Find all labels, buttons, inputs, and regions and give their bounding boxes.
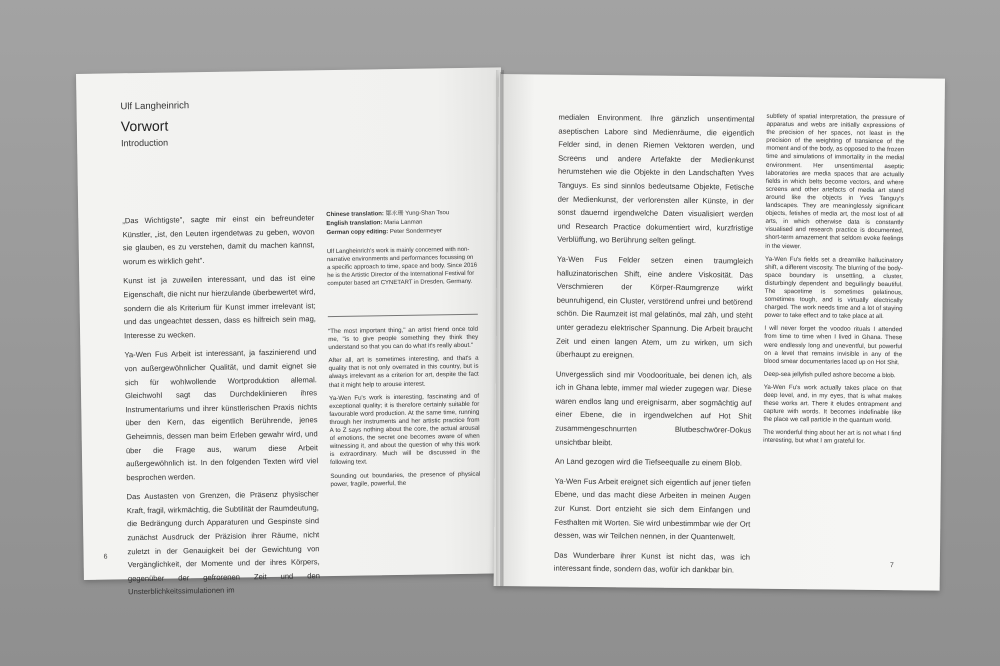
left-page [76, 67, 509, 597]
paragraph: Ya-Wen Fu's work is interesting, fascinating and of exceptional quality; it is therefore certainly suitable for favourable word production. At the same time, running through her instruments and her artistic practice from A to Z says nothing about the core, the actual arousal of emotions, the secret one becomes aware of when witnessing it, and about the question of why this work is extraordinary. Much will be discussed in the following text. [329, 392, 481, 467]
page-number: 7 [889, 562, 894, 570]
paragraph: Ya-Wen Fus Felder setzen einen traumgleich halluzinatorischen Shift, eine andere Viskosität. Das Verschmieren der Körper-Raumgrenze wirkt beunruhigend, ein Cluster, verstörend unfrei und betörend schön. Die Raumzeit ist mal gelatinös, mal zäh, und steht unter geradezu elektrischer Spannung. Die Arbeit braucht Zeit und einen langen Atem, um zu wirken, um sich überhaupt zu ereignen. [556, 254, 754, 360]
paragraph: I will never forget the voodoo rituals I attended from time to time when I lived in Ghana. These were endlessly long and uneventful, but powerful on a level that remains invisible in any of the blood smear documentaries laced up on Hot Shit. [763, 325, 903, 366]
chapter-header [120, 100, 189, 148]
credit-line: English translation: Maria Lanman [326, 219, 423, 228]
paragraph: Ya-Wen Fus Arbeit ereignet sich eigentlich auf jener tiefen Ebene, und das macht diese Arbeiten in meinen Augen zur Kunst. Dort entzieht sie sich dem Einfangen und Festhalten mit Worten. Sie wird unbestimmbar wie der Ort dessen, was wir Teilchen nennen, in der Quantenwelt. [554, 476, 751, 542]
paragraph: Das Wunderbare ihrer Kunst ist nicht das, was ich interessant finde, sondern das, wofür ich dankbar bin. [553, 550, 751, 575]
paragraph: The wonderful thing about her art is not what I find interesting, but what I am grateful for. [763, 429, 902, 446]
author-bio: Ulf Langheinrich's work is mainly concerned with non-narrative environments and performances focussing on a specific approach to time, space and body. Since 2016 he is the Artistic Director of the International Festival for computer based art CYNETART in Dresden, Germany. [326, 246, 478, 288]
paragraph: Ya-Wen Fu's fields set a dreamlike hallucinatory shift, a different viscosity. The blurring of the body-space boundary is unsettling, a cluster, disturbingly dependent and beguilingly beautiful. The spacetime is sometimes gelatinous, sometimes tough, and is virtually electrically charged. The work needs time and a lot of staying power to take effect and to take place at all. [764, 255, 904, 321]
english-text-column [763, 113, 905, 452]
german-text-column [122, 211, 320, 605]
paragraph: An Land gezogen wird die Tiefseequalle zu einem Blob. [554, 456, 742, 468]
paragraph: Sounding out boundaries, the presence of physical power, fragile, powerful, the [330, 470, 481, 488]
book-spine [500, 72, 503, 587]
right-page [494, 74, 945, 591]
page-number: 6 [103, 553, 108, 561]
paragraph: "The most important thing," an artist friend once told me, "is to give people something they think they understand so that you can do what it's really about." [328, 325, 479, 352]
credit-line: German copy editing: Peter Sondermeyer [326, 228, 442, 237]
paragraph: Ya-Wen Fus Arbeit ist interessant, ja faszinierend und von außergewöhnlicher Qualität, und damit eignet sie sich für wohlwollende Wortproduktion allemal. Gleichwohl sagt das Durchdeklinieren ihres Instrumentariums und ihrer künstlerischen Praxis nichts über den Kern, das eigentlich Berührende, jenes Geheimnis, dessen man beim Erleben gewahr wird, und über die Frage aus, warum diese Arbeit außergewöhnlich ist. In den folgenden Texten wird viel besprochen werden. [124, 347, 319, 482]
paragraph: After all, art is sometimes interesting, and that's a quality that is not only overrated in this country, but is always irrelevant as a criterion for art, despite the fact that it might help to arouse interest. [328, 354, 479, 389]
paragraph: subtlety of spatial interpretation, the pressure of apparatus and webs are initially expressions of the precision of her spaces, not least in the precision of the weighting of transience of the moment and of the body, as opposed to the frozen time and simulations of immortality in the medial environment. Her unsentimental aseptic laboratories are media spaces that are actually fields in which belts become vectors, and where screens and other artefacts of media art stand around like the objects in Yves Tanguy's landscapes. They are meaninglessly significant objects, fetishes of media art, the most lost of all arts, in which otherwise data is constantly visualised and research practice is documented, short-term amazement that seldom evoke feelings in the viewer. [765, 112, 905, 250]
translation-credits [326, 209, 476, 238]
paragraph: Das Austasten von Grenzen, die Präsenz physischer Kraft, fragil, wirkmächtig, die Subtilität der Raumdeutung, die Bedrängung durch Apparaturen und Gespinste sind zunächst Ausdruck der Präzision ihrer Räume, nicht zuletzt in der Genauigkeit bei der Gewichtung von Vergänglichkeit, der Momente und der ihres Körpers, gegenüber der gefrorenen Zeit und den Unsterblichkeitssimulationen im [126, 489, 320, 597]
paragraph: Deep-sea jellyfish pulled ashore become a blob. [763, 370, 896, 379]
paragraph: Kunst ist ja zuweilen interessant, und das ist eine Eigenschaft, die nicht nur hierzulande überbewertet wird, sondern die als Kriterium für Kunst immer irrelevant ist; und das ungeachtet dessen, dass es hilfreich sein mag, Interesse zu wecken. [123, 273, 316, 341]
paragraph: medialen Environment. Ihre gänzlich unsentimental aseptischen Labore sind Medienräume, die eigentlich Felder sind, in denen Riemen Vektoren werden, und Screens und andere Artefakte der Medienkunst herumstehen wie die Objekte in den Landschaften Yves Tanguys. Es sind sinnlos bedeutsame Objekte, Fetische der Medienkunst, der verlorensten aller Künste, in der sonst dauernd irgendwelche Daten visualisiert werden und Research Practice dokumentiert wird, kurzfristige Verblüffung, wo Berührung selten gelingt. [557, 112, 755, 246]
credit-line: Chinese translation: 鄒永珊 Yung-Shan Tsou [326, 210, 450, 219]
paragraph: Ya-Wen Fu's work actually takes place on that deep level, and, in my eyes, that is what makes these works art. There it eludes entrapment and capture with words. It becomes indefinable like the place we call particle in the quantum world. [763, 383, 902, 425]
author-name: Ulf Langheinrich [120, 100, 190, 113]
page-subtitle: Introduction [121, 137, 169, 149]
page-title: Vorwort [120, 117, 169, 135]
german-text-column [554, 111, 755, 584]
paragraph: Unvergesslich sind mir Voodoorituale, bei denen ich, als ich in Ghana lebte, immer mal wieder zugegen war. Diese waren endlos lang und ereignisarm, aber sogmächtig auf einer Ebene, die in irgendwelchen auf Hot Shit zusammengeschnurrten Blutbeschwörer-Dokus unsichtbar bleibt. [555, 369, 752, 447]
paragraph: „Das Wichtigste", sagte mir einst ein befreundeter Künstler, „ist, den Leuten irgendetwas zu geben, wovon sie glauben, es zu verstehen, damit du machen kannst, worum es wirklich geht". [122, 213, 315, 267]
divider [328, 314, 478, 317]
english-text-column [328, 326, 481, 494]
